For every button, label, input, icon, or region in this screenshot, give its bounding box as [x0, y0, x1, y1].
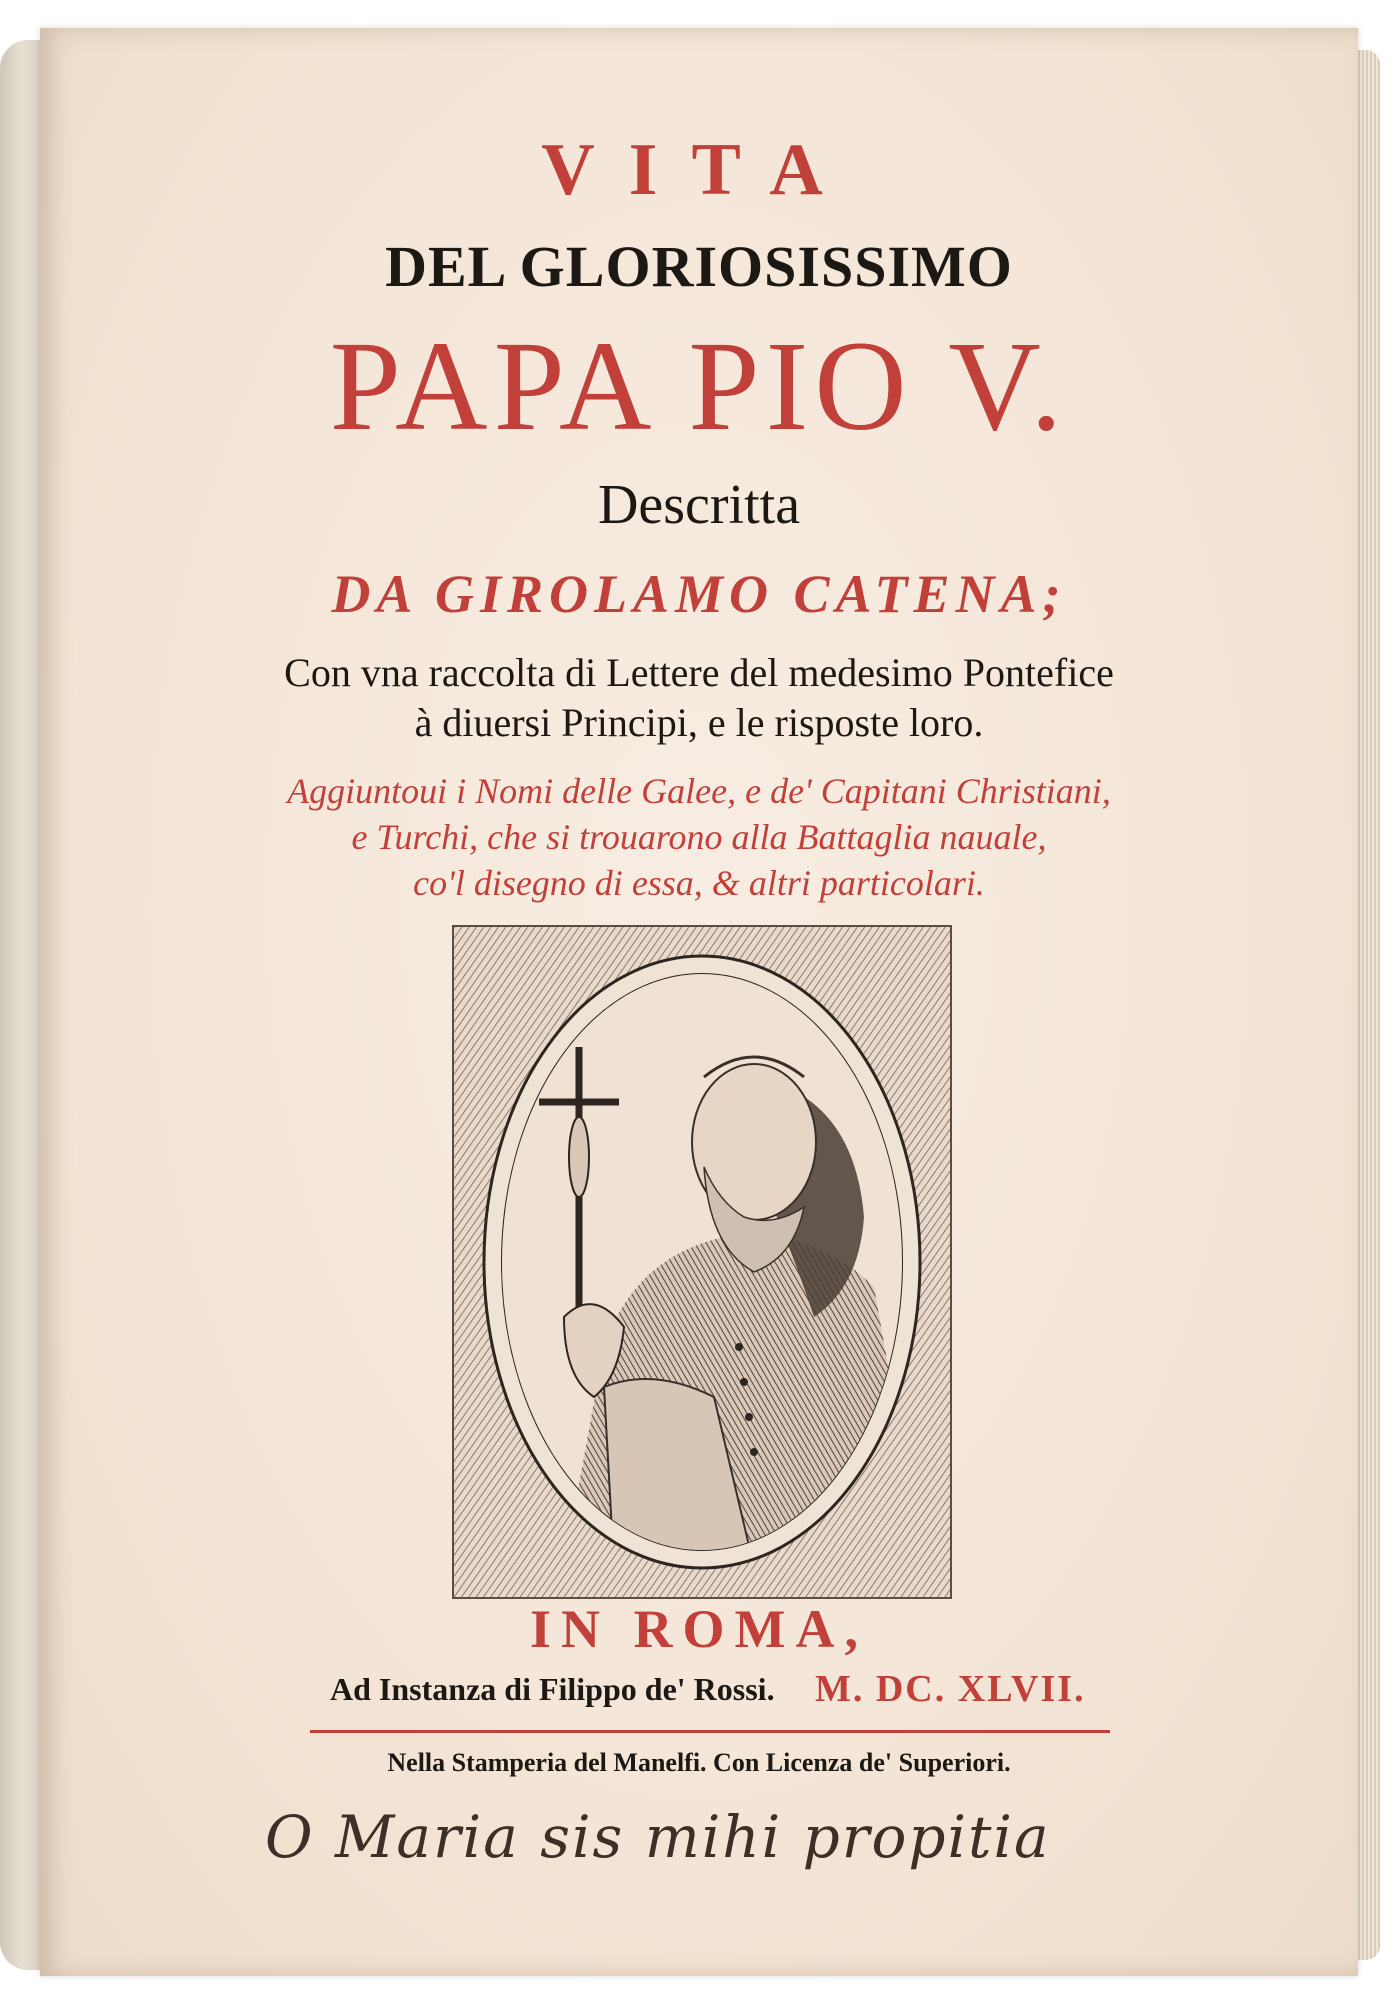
publisher-line: Ad Instanza di Filippo de' Rossi.	[330, 1671, 775, 1707]
title-papa-pio: PAPA PIO V.	[329, 315, 1069, 457]
city-line: IN ROMA,	[530, 1599, 868, 1659]
title-vita: VITA	[541, 129, 857, 211]
author-line: DA GIROLAMO CATENA;	[331, 564, 1067, 624]
handwritten-inscription: O Maria sis mihi propitia	[265, 1803, 1051, 1871]
raccolta-line-1: Con vna raccolta di Lettere del medesimo Pontefice	[284, 650, 1114, 695]
pope-portrait-engraving	[452, 925, 952, 1599]
descritta-line: Descritta	[597, 474, 801, 536]
printer-line: Nella Stamperia del Manelfi. Con Licenza de' Superiori.	[387, 1748, 1011, 1777]
title-page	[40, 28, 1358, 1976]
raccolta-block	[40, 648, 1358, 748]
raccolta-line-2: à diuersi Principi, e le risposte loro.	[414, 700, 984, 745]
aggiunto-block	[40, 768, 1358, 906]
title-del-gloriosissimo: DEL GLORIOSISSIMO	[385, 234, 1013, 299]
imprint-row	[40, 1668, 1358, 1721]
red-rule-divider	[310, 1730, 1110, 1733]
aggiunto-line-2: e Turchi, che si trouarono alla Battaglia nauale,	[351, 817, 1047, 857]
aggiunto-line-3: co'l disegno di essa, & altri particolari.	[413, 863, 985, 903]
aggiunto-line-1: Aggiuntoui i Nomi delle Galee, e de' Capitani Christiani,	[287, 771, 1111, 811]
date-line: M. DC. XLVII.	[815, 1668, 1086, 1710]
